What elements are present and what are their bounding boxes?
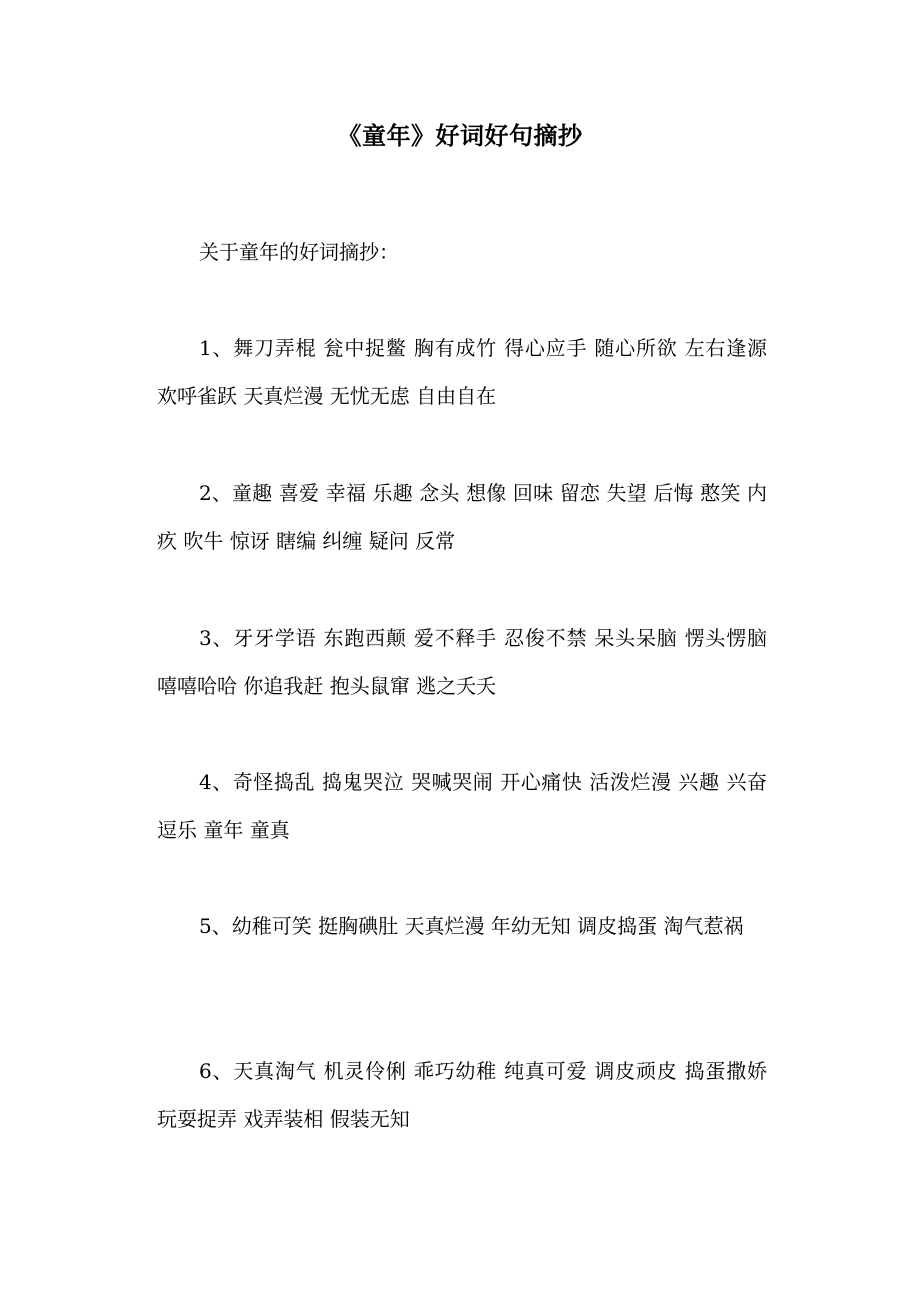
word-list-item-5: 5、幼稚可笑 挺胸碘肚 天真烂漫 年幼无知 调皮捣蛋 淘气惹祸 [199, 914, 744, 938]
word-list-item-4: 4、奇怪捣乱 捣鬼哭泣 哭喊哭闹 开心痛快 活泼烂漫 兴趣 兴奋 逗乐 童年 童真 [157, 770, 767, 842]
intro-paragraph: 关于童年的好词摘抄： [199, 240, 399, 264]
word-list-item-1: 1、舞刀弄棍 瓮中捉鳖 胸有成竹 得心应手 随心所欲 左右逢源 欢呼雀跃 天真烂漫 无忧无虑 自由自在 [157, 336, 767, 408]
word-list-item-3: 3、牙牙学语 东跑西颠 爱不释手 忍俊不禁 呆头呆脑 愣头愣脑 嘻嘻哈哈 你追我赶 抱头鼠窜 逃之夭夭 [157, 626, 767, 698]
word-list-item-6: 6、天真淘气 机灵伶俐 乖巧幼稚 纯真可爱 调皮顽皮 捣蛋撒娇 玩耍捉弄 戏弄装相 假装无知 [157, 1059, 767, 1131]
document-title: 《童年》好词好句摘抄 [337, 122, 583, 150]
word-list-item-2: 2、童趣 喜爱 幸福 乐趣 念头 想像 回味 留恋 失望 后悔 憨笑 内疚 吹牛 惊讶 瞎编 纠缠 疑问 反常 [157, 481, 767, 553]
